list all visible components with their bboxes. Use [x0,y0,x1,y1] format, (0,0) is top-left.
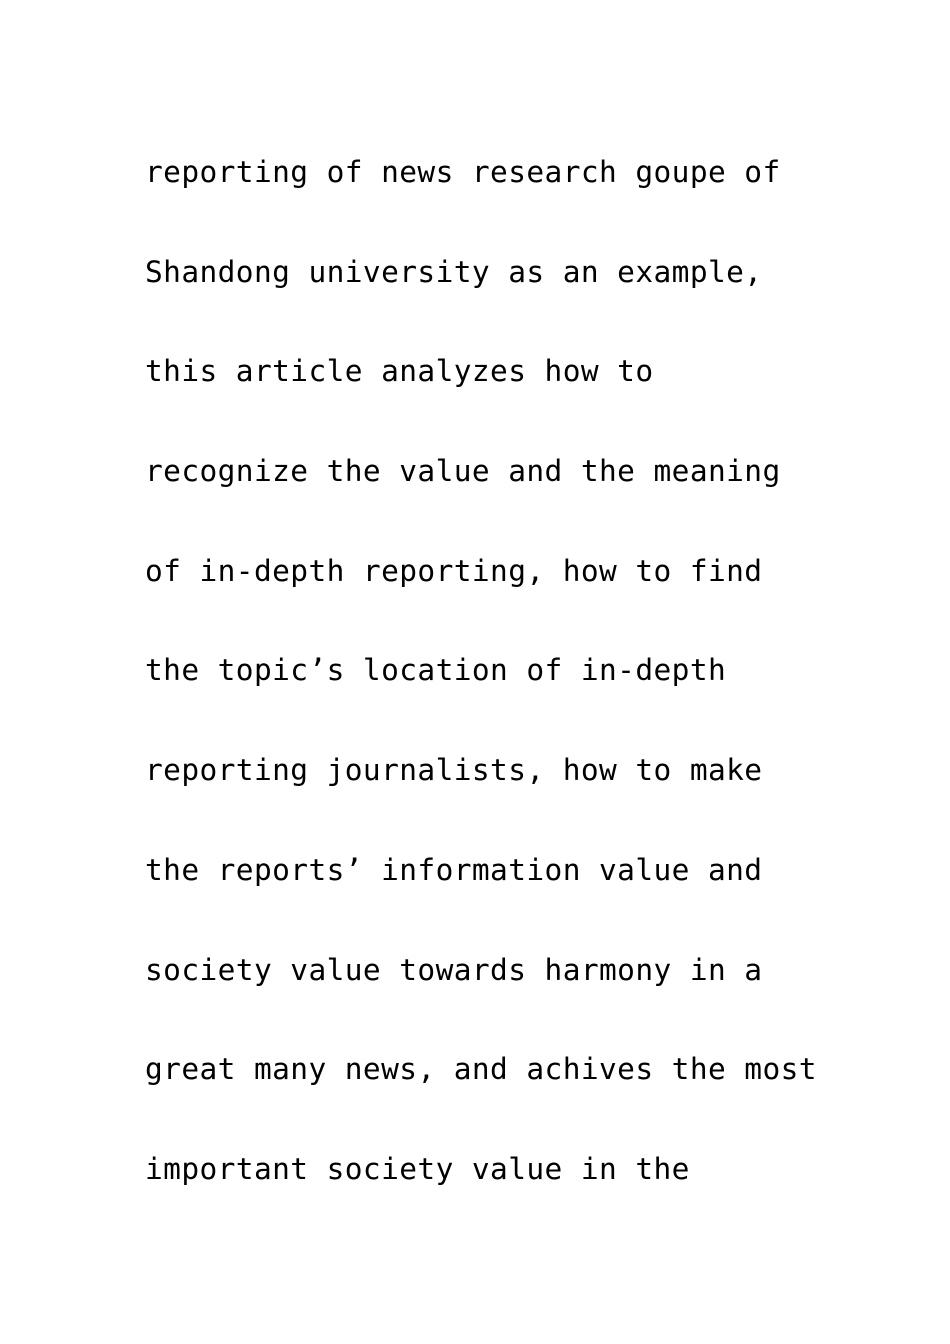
text-line: reporting journalists, how to make [145,753,763,788]
text-line: the reports’ information value and [145,852,763,887]
text-line: of in-depth reporting, how to find [145,553,763,588]
text-line: society value towards harmony in a [145,952,763,987]
text-line: this article analyzes how to [145,354,654,389]
text-line: important society value in the [145,1151,690,1186]
text-line: reporting of news research goupe of [145,155,781,189]
body-text [145,123,925,1220]
text-line: great many news, and achives the most [145,1052,817,1087]
text-line: recognize the value and the meaning [145,454,781,489]
text-line: the topic’s location of in-depth [145,653,727,688]
text-line: Shandong university as an example, [145,254,763,289]
